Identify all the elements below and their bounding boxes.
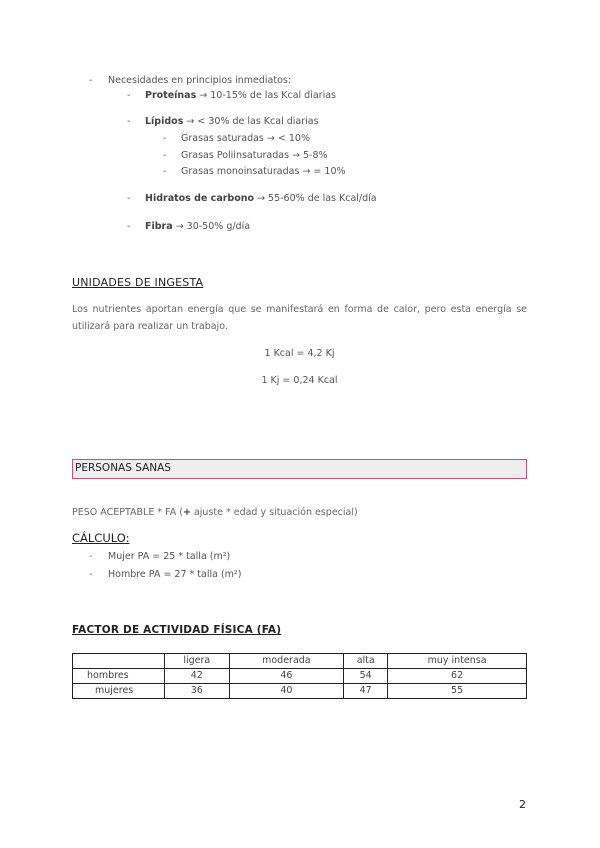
fibra-text: → 30-50% g/día (175, 221, 251, 232)
row-label: hombres (73, 669, 165, 684)
formula-mujer: Mujer PA = 25 * talla (m²) (108, 551, 231, 562)
bullet-dash: - (163, 133, 167, 144)
bullet-dash: - (127, 193, 131, 204)
proteinas-label: Proteínas (145, 90, 197, 101)
ingesta-heading: UNIDADES DE INGESTA (72, 276, 204, 289)
peso-plus: + (182, 507, 191, 518)
peso-text-b: ajuste * edad y situación especial) (190, 507, 358, 518)
bullet-dash: - (127, 116, 131, 127)
calculo-heading: CÁLCULO: (72, 531, 130, 545)
section-box-personas-sanas (72, 459, 527, 479)
proteinas-text: → 10-15% de las Kcal diarias (199, 90, 336, 101)
equation-kj: 1 Kj = 0,24 Kcal (261, 375, 338, 386)
bullet-dash: - (163, 166, 167, 177)
fa-table (72, 653, 527, 699)
needs-item-hidratos (145, 192, 377, 205)
needs-item-fibra (145, 220, 250, 233)
equation-kcal: 1 Kcal = 4,2 Kj (264, 348, 335, 359)
lipidos-label: Lípidos (145, 116, 184, 127)
table-header-cell: muy intensa (388, 654, 527, 669)
table-cell: 42 (165, 669, 230, 684)
table-cell: 36 (165, 684, 230, 699)
bullet-dash: - (89, 551, 93, 562)
table-cell: 40 (229, 684, 344, 699)
formula-hombre: Hombre PA = 27 * talla (m²) (108, 569, 242, 580)
table-cell: 62 (388, 669, 527, 684)
table-cell: 46 (229, 669, 344, 684)
section-title: PERSONAS SANAS (75, 462, 171, 474)
needs-intro: Necesidades en principios inmediatos: (108, 75, 292, 86)
table-row (73, 684, 527, 699)
lipidos-sub-item: Grasas monoinsaturadas → = 10% (181, 166, 346, 177)
lipidos-sub-item: Grasas Poliinsaturadas → 5-8% (181, 150, 328, 161)
fa-heading: FACTOR DE ACTIVIDAD FÍSICA (FA) (72, 624, 282, 636)
bullet-dash: - (89, 75, 93, 86)
lipidos-sub-item: Grasas saturadas → < 10% (181, 133, 310, 144)
page-number: 2 (519, 798, 526, 811)
table-row (73, 669, 527, 684)
fibra-label: Fibra (145, 221, 173, 232)
bullet-dash: - (89, 569, 93, 580)
peso-text-a: PESO ACEPTABLE * FA ( (72, 507, 183, 518)
table-cell: 47 (344, 684, 388, 699)
bullet-dash: - (127, 221, 131, 232)
peso-aceptable-line (72, 506, 358, 519)
bullet-dash: - (163, 150, 167, 161)
table-cell: 55 (388, 684, 527, 699)
hidratos-label: Hidratos de carbono (145, 193, 255, 204)
table-header-cell: moderada (229, 654, 344, 669)
table-header-row (73, 654, 527, 669)
needs-item-proteinas (145, 89, 336, 102)
table-cell: 54 (344, 669, 388, 684)
ingesta-paragraph: Los nutrientes aportan energía que se manifestará en forma de calor, pero esta energía se utilizará para realizar un trabajo. (72, 304, 527, 332)
bullet-dash: - (127, 90, 131, 101)
table-header-cell: alta (344, 654, 388, 669)
needs-item-lipidos (145, 115, 319, 128)
table-header-cell (73, 654, 165, 669)
row-label: mujeres (73, 684, 165, 699)
hidratos-text: → 55-60% de las Kcal/día (257, 193, 377, 204)
lipidos-text: → < 30% de las Kcal diarias (186, 116, 319, 127)
table-header-cell: ligera (165, 654, 230, 669)
